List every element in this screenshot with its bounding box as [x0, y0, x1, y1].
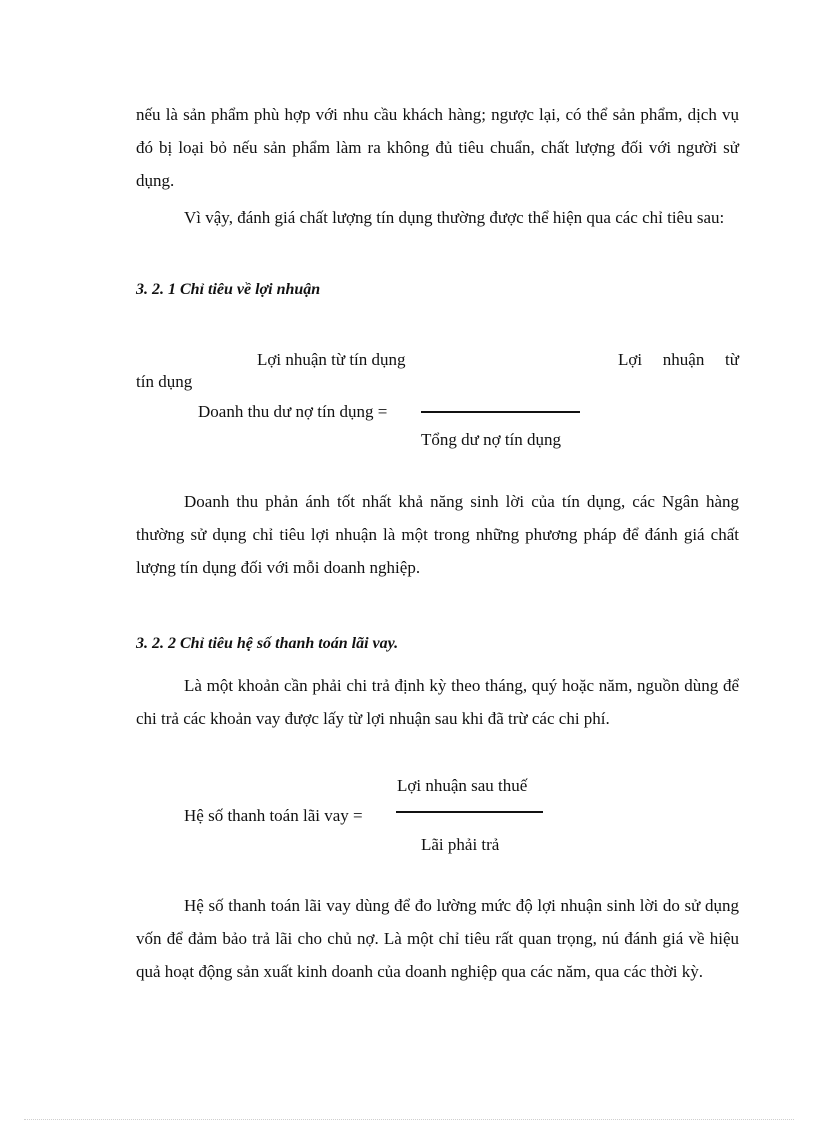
formula1-numerator: Lợi nhuận từ tín dụng: [257, 350, 406, 369]
formula1-stray-left: tín dụng: [136, 372, 193, 391]
formula2-lhs: Hệ số thanh toán lãi vay =: [184, 806, 363, 825]
formula2-numerator: Lợi nhuận sau thuế: [397, 776, 528, 795]
formula2-denominator: Lãi phải trả: [421, 835, 500, 854]
formula1-stray-right: Lợi nhuận từ: [618, 350, 739, 369]
section-heading-3-2-1: 3. 2. 1 Chỉ tiêu về lợi nhuận: [136, 281, 321, 298]
formula1-fraction-bar: [421, 411, 580, 413]
paragraph-intro-continued: nếu là sản phẩm phù hợp với nhu cầu khách hàng; ngược lại, có thể sản phẩm, dịch vụ đó bị loại bỏ nếu sản phẩm làm ra không đủ tiêu chuẩn, chất lượng đối với người sử dụng.: [136, 105, 739, 190]
formula1-denominator: Tổng dư nợ tín dụng: [421, 430, 562, 449]
paragraph-revenue: Doanh thu phản ánh tốt nhất khả năng sinh lời của tín dụng, các Ngân hàng thường sử dụng chỉ tiêu lợi nhuận là một trong những phương pháp để đánh giá chất lượng tín dụng đối với mỗi doanh nghiệp.: [136, 492, 739, 577]
page-bottom-border: [24, 1119, 794, 1120]
formula2-fraction-bar: [396, 811, 543, 813]
paragraph-interest-payment: Là một khoản cần phải chi trả định kỳ theo tháng, quý hoặc năm, nguồn dùng để chi trả các khoản vay được lấy từ lợi nhuận sau khi đã trừ các chi phí.: [136, 676, 739, 728]
paragraph-indicators-intro: Vì vậy, đánh giá chất lượng tín dụng thường được thể hiện qua các chỉ tiêu sau:: [184, 208, 725, 227]
section-heading-3-2-2: 3. 2. 2 Chỉ tiêu hệ số thanh toán lãi vay.: [136, 635, 399, 652]
formula1-lhs: Doanh thu dư nợ tín dụng =: [198, 402, 388, 421]
paragraph-interest-coverage: Hệ số thanh toán lãi vay dùng để đo lường mức độ lợi nhuận sinh lời do sử dụng vốn để đảm bảo trả lãi cho chủ nợ. Là một chỉ tiêu rất quan trọng, nú đánh giá về hiệu quả hoạt động sản xuất kinh doanh của doanh nghiệp qua các năm, qua các thời kỳ.: [136, 896, 739, 981]
